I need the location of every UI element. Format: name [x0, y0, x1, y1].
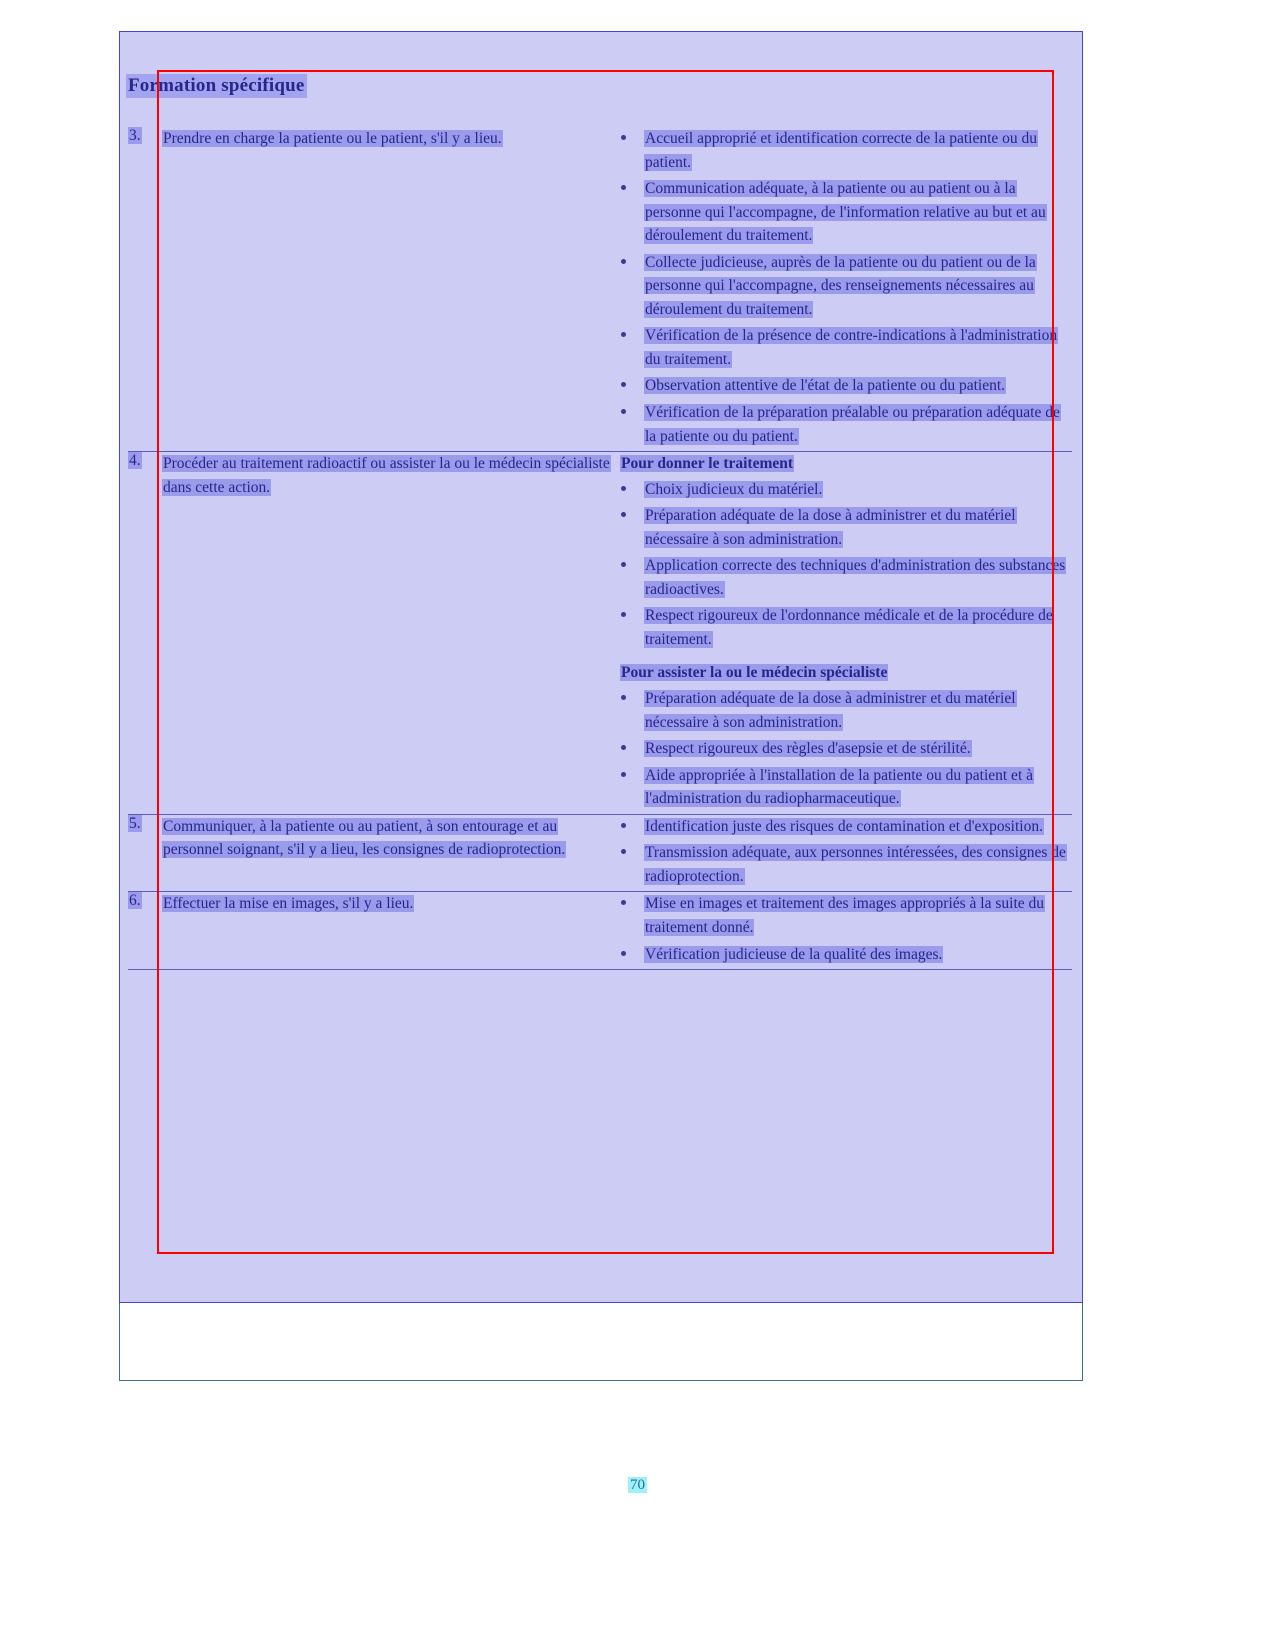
bullet-icon	[621, 185, 626, 190]
list-item: Préparation adéquate de la dose à administrer et du matériel nécessaire à son administration.	[612, 504, 1072, 551]
bullet-icon	[621, 745, 626, 750]
row-element-cell	[162, 452, 612, 815]
row-number-cell	[128, 127, 162, 452]
list-item: Vérification de la préparation préalable ou préparation adéquate de la patiente ou du patient.	[612, 401, 1072, 448]
row-number: 6.	[129, 892, 141, 910]
bullet-icon	[621, 512, 626, 517]
row-criteria-cell	[612, 452, 1072, 815]
criteria-list	[612, 478, 1072, 652]
row-criteria-cell	[612, 127, 1072, 452]
criteria-list	[612, 892, 1072, 966]
row-criteria-cell	[612, 892, 1072, 970]
row-element-cell	[162, 814, 612, 892]
list-item: Mise en images et traitement des images appropriés à la suite du traitement donné.	[612, 892, 1072, 939]
criteria-group-title: Pour donner le traitement	[621, 455, 794, 473]
list-item: Collecte judicieuse, auprès de la patiente ou du patient ou de la personne qui l'accompagne, des renseignements nécessaires au déroulement du traitement.	[612, 251, 1072, 322]
row-number-cell	[128, 892, 162, 970]
list-item: Respect rigoureux des règles d'asepsie et de stérilité.	[612, 737, 1072, 761]
bullet-icon	[621, 332, 626, 337]
section-heading: Formation spécifique	[128, 75, 305, 96]
bullet-icon	[621, 823, 626, 828]
bullet-icon	[621, 135, 626, 140]
bullet-icon	[621, 562, 626, 567]
bullet-icon	[621, 695, 626, 700]
row-element-text: Prendre en charge la patiente ou le patient, s'il y a lieu.	[163, 130, 502, 147]
row-number: 3.	[129, 127, 141, 144]
bullet-icon	[621, 382, 626, 387]
criteria-list	[612, 815, 1072, 889]
list-item: Transmission adéquate, aux personnes intéressées, des consignes de radioprotection.	[612, 841, 1072, 888]
bullet-icon	[621, 259, 626, 264]
row-criteria-cell	[612, 814, 1072, 892]
competency-table	[128, 127, 1072, 970]
page-number: 70	[630, 1477, 645, 1493]
row-element-cell	[162, 127, 612, 452]
bullet-icon	[621, 900, 626, 905]
list-item: Application correcte des techniques d'administration des substances radioactives.	[612, 554, 1072, 601]
list-item: Accueil approprié et identification correcte de la patiente ou du patient.	[612, 127, 1072, 174]
criteria-list	[612, 687, 1072, 811]
row-number: 4.	[129, 452, 141, 470]
row-element-text: Procéder au traitement radioactif ou assister la ou le médecin spécialiste dans cette action.	[163, 455, 610, 496]
row-number-cell	[128, 814, 162, 892]
list-item: Vérification judicieuse de la qualité des images.	[612, 943, 1072, 967]
bullet-icon	[621, 486, 626, 491]
criteria-list	[612, 127, 1072, 448]
list-item: Identification juste des risques de contamination et d'exposition.	[612, 815, 1072, 839]
list-item: Choix judicieux du matériel.	[612, 478, 1072, 502]
table-row	[128, 814, 1072, 892]
bullet-icon	[621, 951, 626, 956]
table-row	[128, 127, 1072, 452]
row-element-cell	[162, 892, 612, 970]
row-element-text: Effectuer la mise en images, s'il y a lieu.	[163, 895, 414, 913]
table-row	[128, 452, 1072, 815]
row-element-text: Communiquer, à la patiente ou au patient, à son entourage et au personnel soignant, s'il y a lieu, les consignes de radioprotection.	[163, 817, 566, 859]
table-row	[128, 892, 1072, 970]
list-item: Respect rigoureux de l'ordonnance médicale et de la procédure de traitement.	[612, 604, 1072, 651]
list-item: Préparation adéquate de la dose à administrer et du matériel nécessaire à son administration.	[612, 687, 1072, 734]
bullet-icon	[621, 849, 626, 854]
row-number: 5.	[129, 814, 141, 832]
criteria-group-title: Pour assister la ou le médecin spécialiste	[621, 664, 888, 682]
bullet-icon	[621, 612, 626, 617]
list-item: Vérification de la présence de contre-indications à l'administration du traitement.	[612, 324, 1072, 371]
list-item: Observation attentive de l'état de la patiente ou du patient.	[612, 374, 1072, 398]
bullet-icon	[621, 409, 626, 414]
list-item: Communication adéquate, à la patiente ou au patient ou à la personne qui l'accompagne, de l'information relative au but et au déroulement du traitement.	[612, 177, 1072, 248]
list-item: Aide appropriée à l'installation de la patiente ou du patient et à l'administration du radiopharmaceutique.	[612, 764, 1072, 811]
bullet-icon	[621, 772, 626, 777]
row-number-cell	[128, 452, 162, 815]
